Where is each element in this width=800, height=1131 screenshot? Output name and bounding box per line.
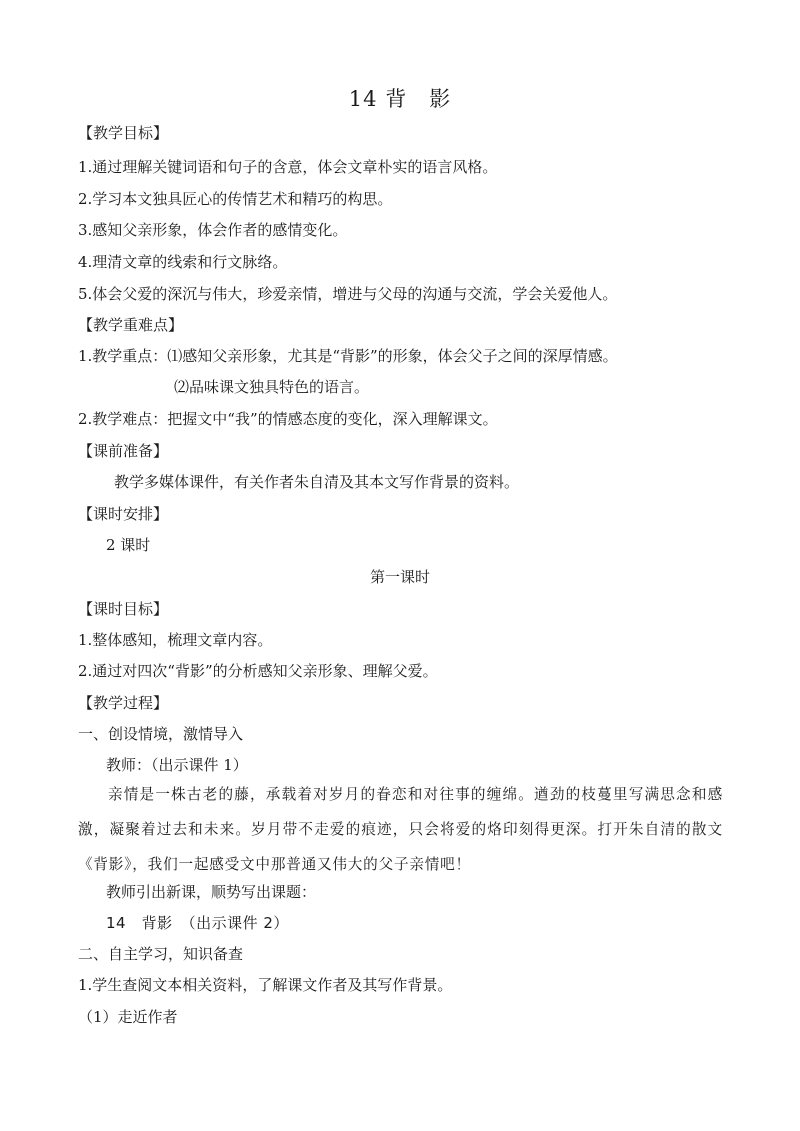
key-point-focus-2: ⑵品味课文独具特色的语言。: [174, 378, 370, 396]
preparation-heading: 【课前准备】: [78, 442, 169, 460]
objectives-heading: 【教学目标】: [78, 124, 169, 142]
step2-heading: 二、自主学习，知识备查: [78, 945, 244, 963]
process-heading: 【教学过程】: [78, 694, 169, 712]
lesson-objectives-heading: 【课时目标】: [78, 600, 169, 618]
objective-item-2: 2.学习本文独具匠心的传情艺术和精巧的构思。: [78, 190, 393, 208]
step2-sub-1: （1）走近作者: [78, 1008, 178, 1026]
objective-item-1: 1.通过理解关键词语和句子的含意，体会文章朴实的语言风格。: [78, 158, 498, 176]
lead-in-line: 教师引出新课，顺势写出课题：: [106, 883, 317, 901]
topic-line: 14 背影 （出示课件 2）: [106, 914, 289, 932]
key-point-focus-1: 1.教学重点：⑴感知父亲形象，尤其是“背影”的形象，体会父子之间的深厚情感。: [78, 347, 618, 365]
key-points-heading: 【教学重难点】: [78, 316, 184, 334]
teacher-line: 教师：（出示课件 1）: [106, 756, 248, 774]
preparation-text: 教学多媒体课件，有关作者朱自清及其本文写作背景的资料。: [114, 473, 520, 491]
intro-paragraph: 亲情是一株古老的藤，承载着对岁月的眷恋和对往事的缠绵。遒劲的枝蔓里写满思念和感激，凝聚着过去和未来。岁月带不走爱的痕迹，只会将爱的烙印刻得更深。打开朱自清的散文《背影》，我们一起感受文中那普通又伟大的父子亲情吧！: [78, 786, 723, 873]
schedule-heading: 【课时安排】: [78, 505, 169, 523]
lesson-title: 第一课时: [369, 568, 430, 586]
step1-heading: 一、创设情境，激情导入: [78, 725, 244, 743]
schedule-text: 2 课时: [106, 536, 151, 554]
objective-item-5: 5.体会父爱的深沉与伟大，珍爱亲情，增进与父母的沟通与交流，学会关爱他人。: [78, 285, 618, 303]
key-point-difficulty: 2.教学难点：把握文中“我”的情感态度的变化，深入理解课文。: [78, 410, 498, 428]
objective-item-3: 3.感知父亲形象，体会作者的感情变化。: [78, 221, 348, 239]
step2-item-1: 1.学生查阅文本相关资料，了解课文作者及其写作背景。: [78, 976, 453, 994]
lesson-objective-2: 2.通过对四次“背影”的分析感知父亲形象、理解父爱。: [78, 662, 438, 680]
page-title: 14 背 影: [348, 87, 452, 111]
lesson-objective-1: 1.整体感知，梳理文章内容。: [78, 631, 273, 649]
objective-item-4: 4.理清文章的线索和行文脉络。: [78, 253, 288, 271]
